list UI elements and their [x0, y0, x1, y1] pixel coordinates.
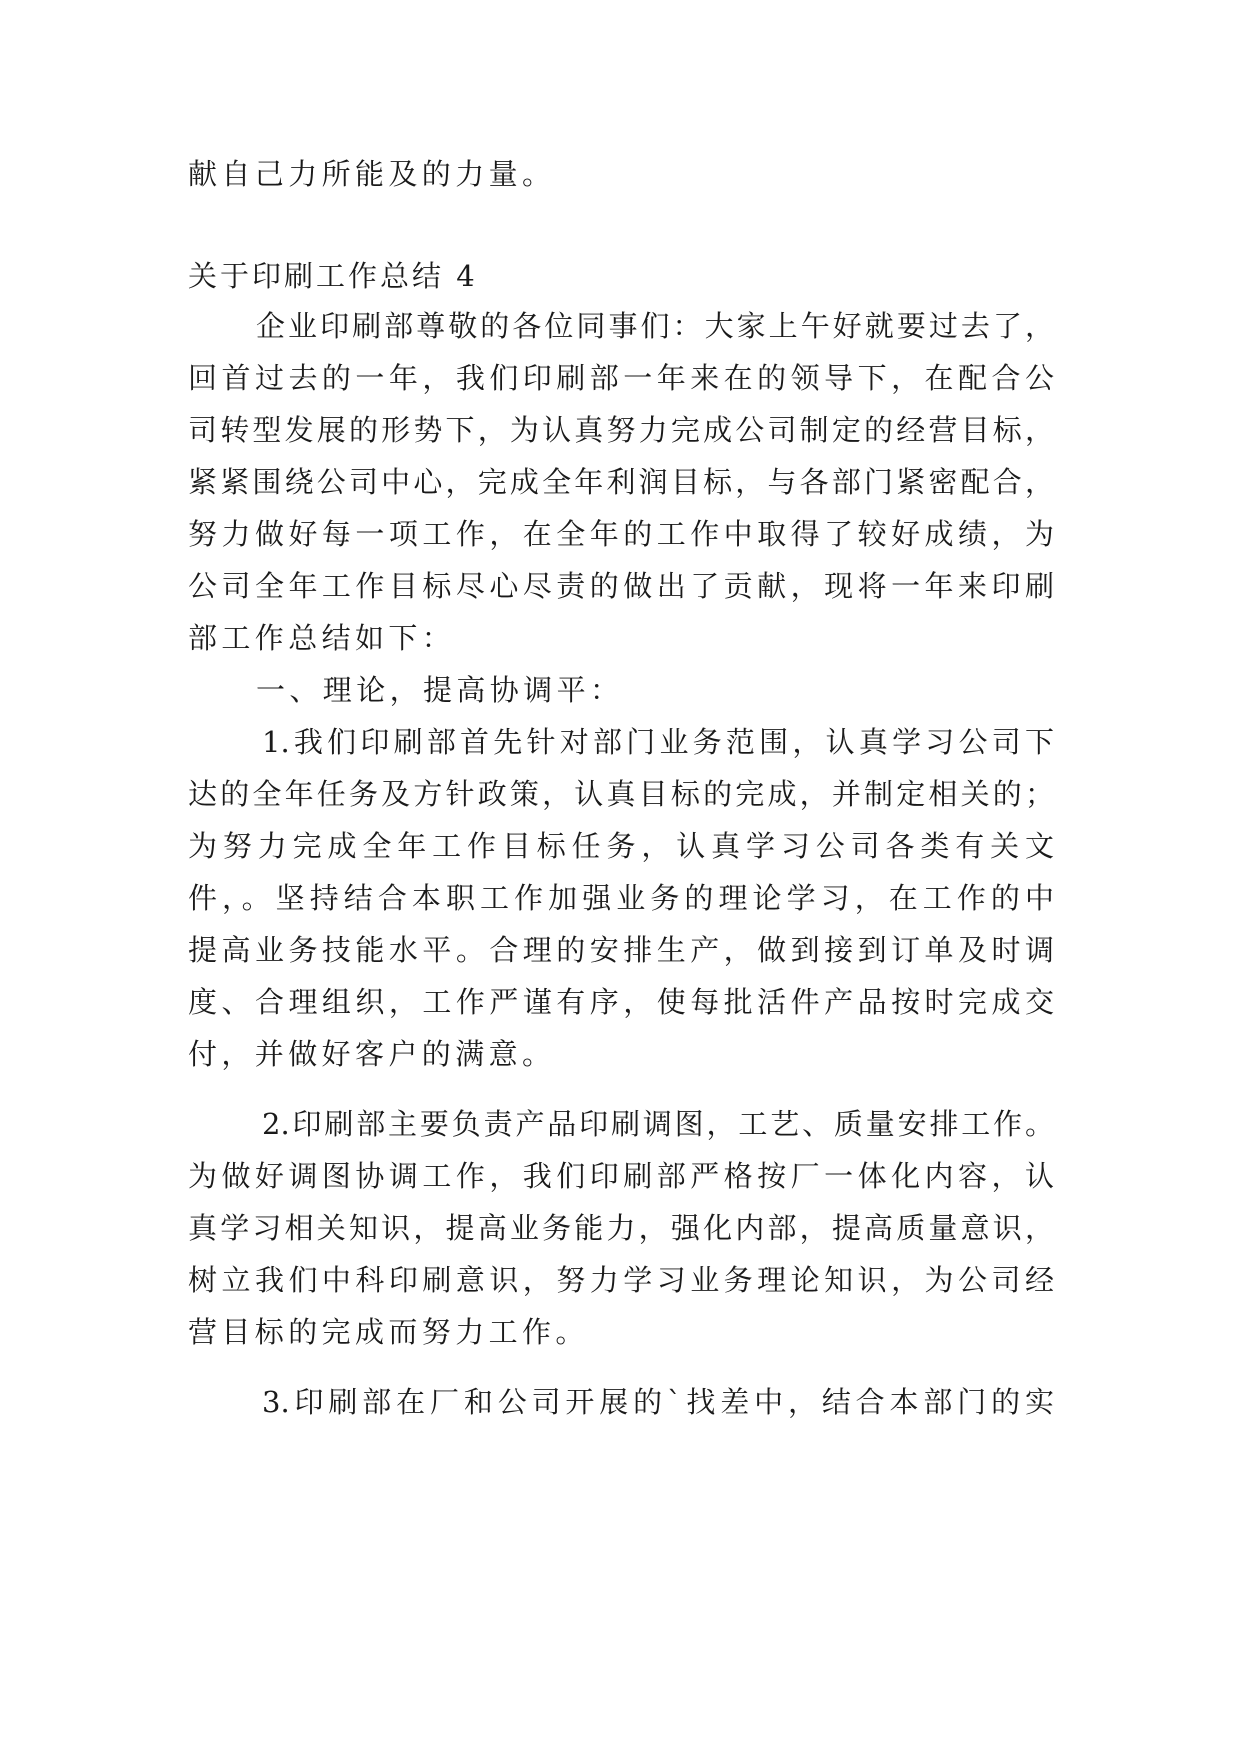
section-heading: 关于印刷工作总结 4 — [188, 259, 478, 293]
paragraph-line: 企业印刷部尊敬的各位同事们：大家上午好就要过去了， — [256, 309, 1054, 343]
paragraph-line: 1.我们印刷部首先针对部门业务范围，认真学习公司下 — [262, 725, 1054, 759]
paragraph-line: 度、合理组织，工作严谨有序，使每批活件产品按时完成交 — [188, 985, 1054, 1019]
paragraph-line: 公司全年工作目标尽心尽责的做出了贡献，现将一年来印刷 — [188, 569, 1054, 603]
paragraph-line: 部工作总结如下： — [188, 621, 456, 655]
paragraph-line: 努力做好每一项工作，在全年的工作中取得了较好成绩，为 — [188, 517, 1054, 551]
subsection-heading: 一、理论，提高协调平： — [256, 673, 624, 707]
paragraph-line: 3.印刷部在厂和公司开展的`找差中，结合本部门的实 — [262, 1385, 1054, 1419]
paragraph-line: 件，。坚持结合本职工作加强业务的理论学习，在工作的中 — [188, 881, 1054, 915]
paragraph-line: 为努力完成全年工作目标任务，认真学习公司各类有关文 — [188, 829, 1054, 863]
paragraph-line: 付，并做好客户的满意。 — [188, 1037, 556, 1071]
paragraph-line: 营目标的完成而努力工作。 — [188, 1315, 589, 1349]
paragraph-line: 司转型发展的形势下，为认真努力完成公司制定的经营目标， — [188, 413, 1054, 447]
paragraph-line: 树立我们中科印刷意识，努力学习业务理论知识，为公司经 — [188, 1263, 1054, 1297]
paragraph-line: 达的全年任务及方针政策，认真目标的完成，并制定相关的； — [188, 777, 1054, 811]
paragraph-line: 真学习相关知识，提高业务能力，强化内部，提高质量意识， — [188, 1211, 1054, 1245]
paragraph-line: 献自己力所能及的力量。 — [188, 157, 556, 191]
paragraph-line: 提高业务技能水平。合理的安排生产，做到接到订单及时调 — [188, 933, 1054, 967]
paragraph-line: 紧紧围绕公司中心，完成全年利润目标，与各部门紧密配合， — [188, 465, 1054, 499]
paragraph-line: 回首过去的一年，我们印刷部一年来在的领导下，在配合公 — [188, 361, 1054, 395]
paragraph-line: 为做好调图协调工作，我们印刷部严格按厂一体化内容，认 — [188, 1159, 1054, 1193]
paragraph-line: 2.印刷部主要负责产品印刷调图，工艺、质量安排工作。 — [262, 1107, 1054, 1141]
